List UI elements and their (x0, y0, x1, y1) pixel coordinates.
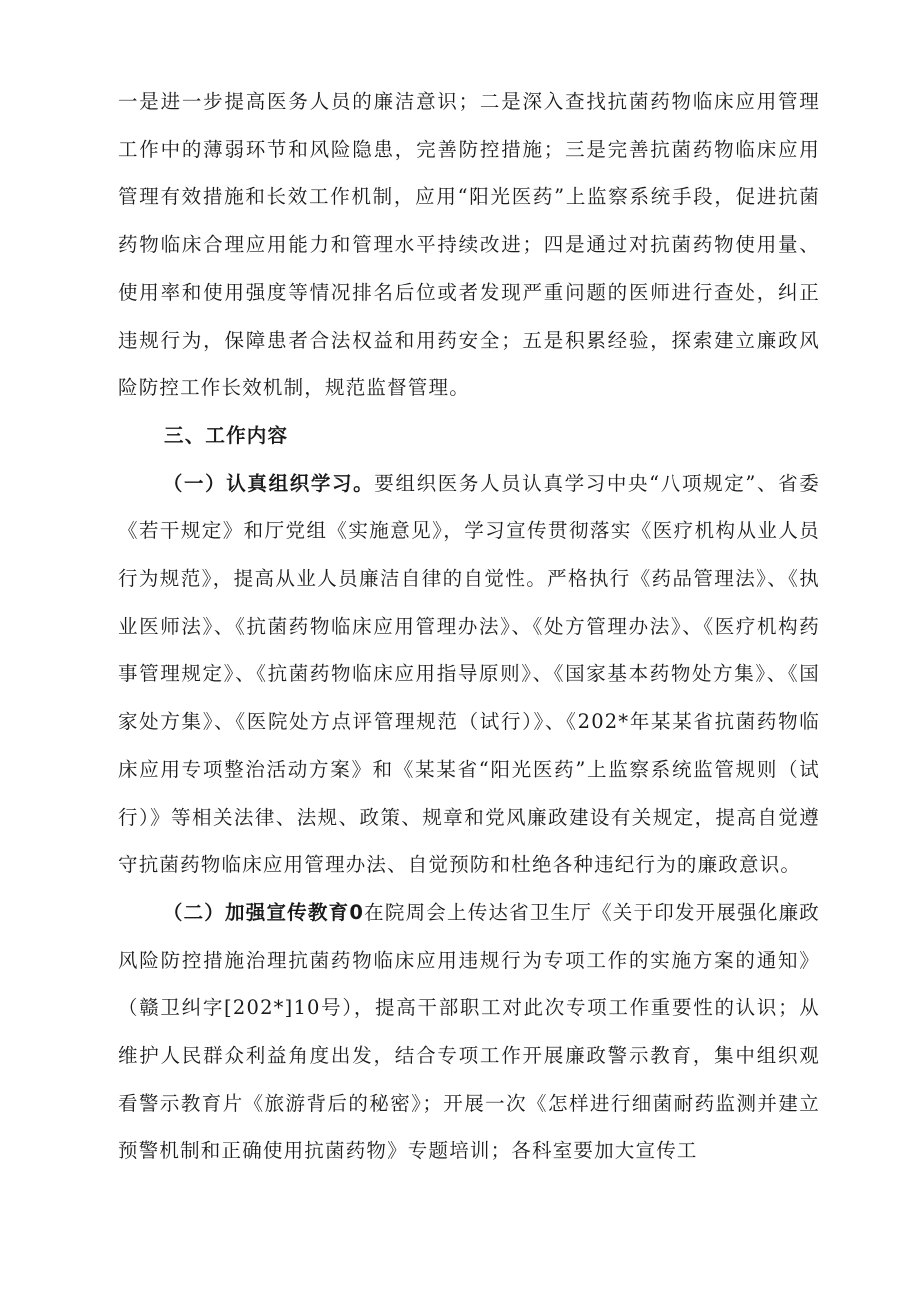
item-1-lead: （一）认真组织学习。 (162, 471, 375, 495)
section-heading: 三、工作内容 (164, 423, 289, 447)
paragraph-objectives: 一是进一步提高医务人员的廉洁意识；二是深入查找抗菌药物临床应用管理工作中的薄弱环节和风险隐患，完善防控措施；三是完善抗菌药物临床应用管理有效措施和长效工作机制，应用“阳光医药”上监察系统手段，促进抗菌药物临床合理应用能力和管理水平持续改进；四是通过对抗菌药物使用量、使用率和使用强度等情况排名后位或者发现严重问题的医师进行查处，纠正违规行为，保障患者合法权益和用药安全；五是积累经验，探索建立廉政风险防控工作长效机制，规范监督管理。 (118, 90, 820, 400)
item-2-body: 在院周会上传达省卫生厅《关于印发开展强化廉政风险防控措施治理抗菌药物临床应用违规行为专项工作的实施方案的通知》（赣卫纠字[202*]10号），提高干部职工对此次专项工作重要性的认识；从维护人民群众利益角度出发，结合专项工作开展廉政警示教育，集中组织观看警示教育片《旅游背后的秘密》；开展一次《怎样进行细菌耐药监测并建立预警机制和正确使用抗菌药物》专题培训；各科室要加大宣传工 (118, 900, 820, 1163)
document-body (118, 78, 820, 1175)
item-1-body: 要组织医务人员认真学习中央“八项规定”、省委《若干规定》和厅党组《实施意见》，学习宣传贯彻落实《医疗机构从业人员行为规范》，提高从业人员廉洁自律的自觉性。严格执行《药品管理法》、《执业医师法》、《抗菌药物临床应用管理办法》、《处方管理办法》、《医疗机构药事管理规定》、《抗菌药物临床应用指导原则》、《国家基本药物处方集》、《国家处方集》、《医院处方点评管理规范（试行）》、《202*年某某省抗菌药物临床应用专项整治活动方案》和《某某省“阳光医药”上监察系统监管规则（试行）》等相关法律、法规、政策、规章和党风廉政建设有关规定，提高自觉遵守抗菌药物临床应用管理办法、自觉预防和杜绝各种违纪行为的廉政意识。 (118, 471, 820, 877)
item-2-lead: （二）加强宣传教育0 (162, 900, 365, 924)
paragraph-organize-study (118, 460, 820, 889)
paragraph-publicity-education (118, 889, 820, 1175)
